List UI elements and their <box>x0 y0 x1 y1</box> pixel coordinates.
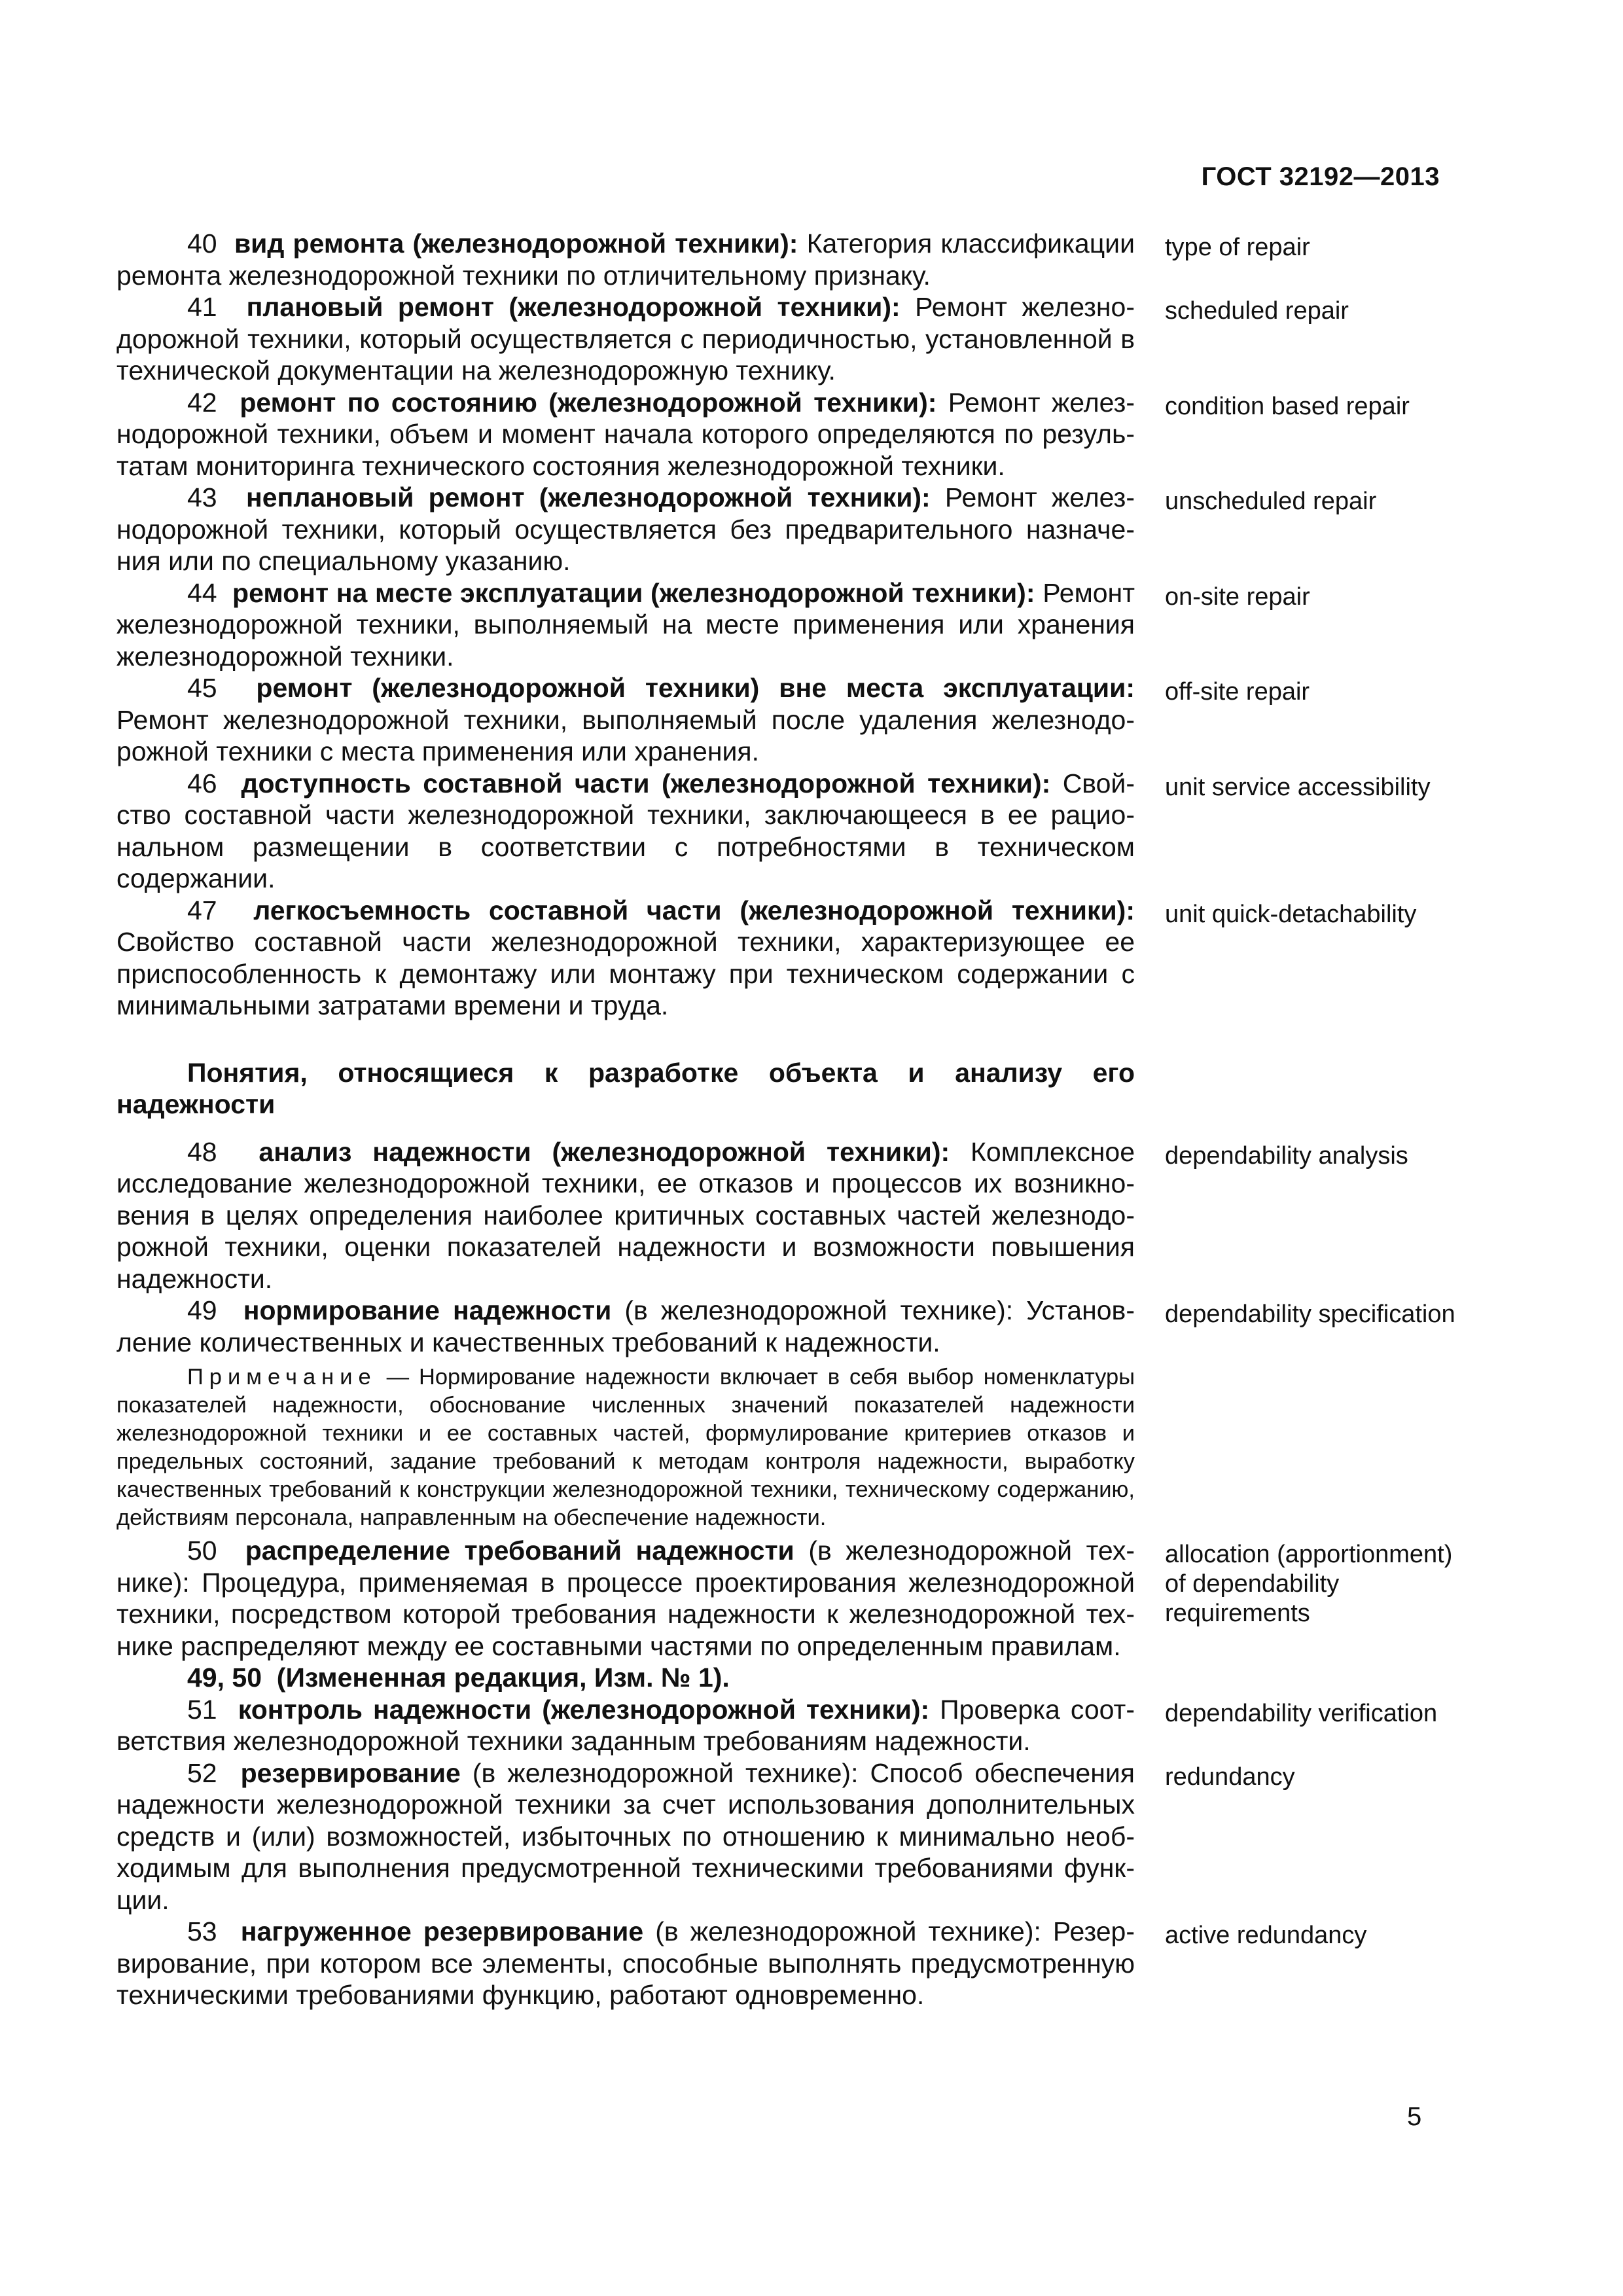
english-term: scheduled repair <box>1165 297 1349 325</box>
term-name: резервирование <box>240 1757 461 1788</box>
term-entry <box>116 895 1135 1022</box>
term-number: 48 <box>187 1136 217 1167</box>
term-entry <box>116 672 1135 768</box>
term-entry <box>116 1694 1135 1757</box>
english-term: active redundancy <box>1165 1922 1367 1949</box>
term-number: 45 <box>187 673 217 703</box>
english-term: unit quick-detachability <box>1165 900 1417 928</box>
term-paragraph <box>116 482 1135 577</box>
term-number: 42 <box>187 387 217 418</box>
note-text: — Нормирование надежности включает в себя выбор номенклатуры показателей надежности, обоснование численных значений показателей надежности железнодорожной техники и ее составных частей, формулирование критериев отказов и предельных состояний, задание требований к методам контроля надежности, выработку качественных требований к конструкции железнодорожной техники, техническому содержанию, действиям персонала, направленным на обеспечение надежности. <box>116 1365 1135 1530</box>
term-name: ремонт (железнодорожной техники) вне места эксплуатации: <box>256 673 1135 703</box>
term-number: 41 <box>187 292 217 322</box>
term-number: 51 <box>187 1694 217 1725</box>
term-paragraph <box>116 1694 1135 1757</box>
term-definition: Категория классификации ремонта железнодорожной техники по отличительному признаку. <box>116 228 1135 291</box>
term-paragraph <box>116 1535 1135 1662</box>
term-name: плановый ремонт (железнодорожной техники): <box>246 292 901 322</box>
term-name: вид ремонта (железнодорожной техники): <box>234 228 798 259</box>
section-title: Понятия, относящиеся к разработке объекта и анализу его надежности <box>116 1057 1135 1119</box>
term-definition: (в железнодорожной технике): Резервирование, при котором все элементы, способные выполнять предусмотренную техническими требованиями функцию, работают одновременно. <box>116 1916 1135 2010</box>
page-number: 5 <box>1407 2102 1422 2131</box>
term-definition: Ремонт железнодорожной техники, который осуществляется без предварительного назначения или по специальному указанию. <box>116 482 1135 576</box>
term-paragraph <box>116 1757 1135 1916</box>
term-definition: Проверка соответствия железнодорожной техники заданным требованиям надежности. <box>116 1694 1135 1756</box>
term-number: 50 <box>187 1535 217 1566</box>
term-definition: (в железнодорожной технике): Способ обеспечения надежности железнодорожной техники за счет использования дополнительных средств и (или) возможностей, избыточных по отношению к минимально необходимым для выполнения предусмотренной техническими требованиями функции. <box>116 1757 1135 1915</box>
term-definition: Свойство составной части железнодорожной техники, заключающееся в ее рациональном размещении в соответствии с потребностями в техническом содержании. <box>116 768 1135 893</box>
term-entry <box>116 291 1135 387</box>
term-name: ремонт на месте эксплуатации (железнодорожной техники): <box>232 577 1035 608</box>
term-paragraph <box>116 768 1135 895</box>
english-term: off-site repair <box>1165 678 1310 706</box>
term-entry <box>116 577 1135 673</box>
english-term: dependability verification <box>1165 1699 1438 1727</box>
term-entry <box>116 228 1135 291</box>
term-name: неплановый ремонт (железнодорожной техники): <box>245 482 931 512</box>
term-name: легкосъемность составной части (железнодорожной техники): <box>253 895 1135 925</box>
term-paragraph <box>116 291 1135 387</box>
term-paragraph <box>116 672 1135 768</box>
english-term: redundancy <box>1165 1763 1295 1791</box>
term-number: 47 <box>187 895 217 925</box>
term-name: анализ надежности (железнодорожной техники): <box>259 1136 950 1167</box>
note-label: Примечание <box>187 1365 377 1390</box>
term-entry <box>116 1916 1135 2011</box>
term-definition: (в железнодорожной технике): Процедура, применяемая в процессе проектирования железнодорожной техники, посредством которой требования надежности к железнодорожной технике распределяют между ее составными частями по определенным правилам. <box>116 1535 1135 1661</box>
repair-terms-group <box>116 228 1135 1022</box>
term-paragraph <box>116 1136 1135 1295</box>
change-notice <box>116 1662 1135 1694</box>
term-entry <box>116 482 1135 577</box>
note <box>116 1363 1135 1532</box>
term-entry <box>116 387 1135 482</box>
term-paragraph <box>116 577 1135 673</box>
term-paragraph <box>116 387 1135 482</box>
term-paragraph <box>116 895 1135 1022</box>
change-numbers: 49, 50 <box>187 1662 262 1693</box>
english-term: unscheduled repair <box>1165 488 1377 515</box>
term-definition: (в железнодорожной технике): Установление количественных и качественных требований к надежности. <box>116 1295 1135 1357</box>
change-text: (Измененная редакция, Изм. № 1). <box>276 1662 730 1693</box>
term-paragraph <box>116 228 1135 291</box>
term-number: 43 <box>187 482 217 512</box>
term-definition: Ремонт железнодорожной техники, выполняемый на месте применения или хранения железнодорожной техники. <box>116 577 1135 672</box>
redundancy-terms-group <box>116 1694 1135 2011</box>
main-text <box>116 228 1135 2011</box>
term-name: нагруженное резервирование <box>240 1916 644 1946</box>
term-number: 44 <box>187 577 217 608</box>
term-definition: Свойство составной части железнодорожной техники, характеризующее ее приспособленность к демонтажу или монтажу при техническом содержании с минимальными затратами времени и труда. <box>116 927 1135 1020</box>
term-name: распределение требований надежности <box>245 1535 794 1566</box>
term-number: 46 <box>187 768 217 798</box>
dependability-terms-group <box>116 1136 1135 1359</box>
english-term: type of repair <box>1165 234 1310 261</box>
english-term: unit service accessibility <box>1165 773 1431 801</box>
english-term: dependability analysis <box>1165 1141 1408 1170</box>
term-entry <box>116 1295 1135 1358</box>
term-number: 40 <box>187 228 217 259</box>
term-name: доступность составной части (железнодорожной техники): <box>241 768 1051 798</box>
term-name: нормирование надежности <box>243 1295 612 1325</box>
term-name: ремонт по состоянию (железнодорожной техники): <box>240 387 937 418</box>
allocation-term-group <box>116 1535 1135 1662</box>
term-definition: Комплексное исследование железнодорожной техники, ее отказов и процессов их возникновения в целях определения наиболее критичных составных частей железнодорожной техники, оценки показателей надежности и возможности повышения надежности. <box>116 1136 1135 1294</box>
term-paragraph <box>116 1295 1135 1358</box>
english-term: allocation (apportionment) of dependability requirements <box>1165 1541 1453 1627</box>
english-term: on-site repair <box>1165 583 1310 611</box>
term-name: контроль надежности (железнодорожной техники): <box>238 1694 930 1725</box>
term-paragraph <box>116 1916 1135 2011</box>
term-number: 49 <box>187 1295 217 1325</box>
term-number: 53 <box>187 1916 217 1946</box>
term-definition: Ремонт железнодорожной техники, объем и момент начала которого определяются по результатам мониторинга технического состояния железнодорожной техники. <box>116 387 1135 481</box>
english-term: dependability specification <box>1165 1300 1455 1328</box>
document-header: ГОСТ 32192—2013 <box>1201 162 1440 191</box>
term-definition: Ремонт железнодорожной техники, выполняемый после удаления железнодорожной техники с места применения или хранения. <box>116 704 1135 766</box>
term-definition: Ремонт железнодорожной техники, который осуществляется с периодичностью, установленной в технической документации на железнодорожную технику. <box>116 292 1135 386</box>
english-term: condition based repair <box>1165 392 1410 420</box>
term-entry <box>116 768 1135 895</box>
term-entry <box>116 1757 1135 1916</box>
term-entry <box>116 1535 1135 1662</box>
term-entry <box>116 1136 1135 1295</box>
term-number: 52 <box>187 1757 217 1788</box>
